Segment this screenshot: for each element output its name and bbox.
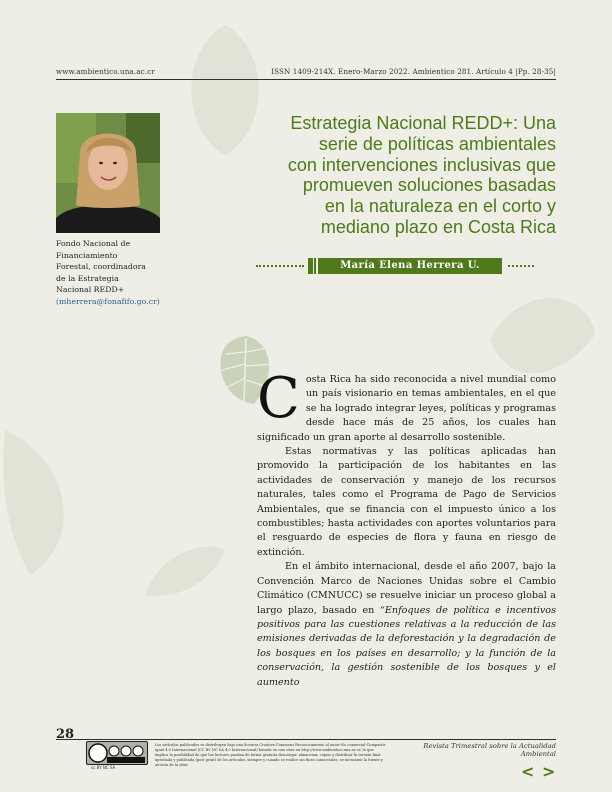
author-bar-dots-left — [256, 265, 304, 270]
article-body — [257, 366, 557, 690]
author-email-link[interactable]: (mherrera@fonafifo.go.cr) — [56, 296, 160, 306]
license-text: Los artículos publicados se distribuyen bajo una licencia Creative Commons Reconocimiento al autor-No comercial-Compartir igual 4.0 Internacional (CC BY NC SA 4.0 Internacional) basada en una obra en http://www.ambientico.una.ac.cr, lo que implica la posibilidad de que los lectores puedan de forma gratuita descargar, almacenar, copiar y distribuir la versión final aprobada y publicada (post print) de los artículos, siempre y cuando se realice sin fines comerciales, se mencione la fuente y autoría de la obra. — [155, 743, 386, 767]
paragraph-3-text: En el ámbito internacional, desde el año 2007, bajo la Convención Marco de Naciones Unidas sobre el Cambio Climático (CMNUCC) se resuelve iniciar un proceso global a largo plazo, basado en — [257, 561, 556, 616]
paragraph-2: Estas normativas y las políticas aplicadas han promovido la participación de los habitantes en las actividades de conservación y manejo de los recursos naturales, tales como el Programa de Pago de Servicios Ambientales, que se financia con el impuesto único a los combustibles; hasta actividades con aportes voluntarios para el resguardo de especies de flora y fauna en riesgo de extinción. — [257, 446, 556, 558]
title-line: serie de políticas ambientales — [318, 133, 556, 154]
journal-name: Revista Trimestral sobre la Actualidad Ambiental — [423, 742, 556, 758]
leaf-decoration-bottom-icon — [140, 540, 230, 600]
cc-license-badge[interactable] — [86, 741, 148, 765]
title-line: mediano plazo en Costa Rica — [320, 216, 556, 237]
header-rule — [56, 79, 556, 80]
nav-prev-button[interactable]: < — [521, 762, 535, 781]
header-issue-info: ISSN 1409-214X. Enero-Marzo 2022. Ambientico 281. Artículo 4 |Pp. 28-35| — [271, 67, 556, 76]
header-website[interactable]: www.ambientico.una.ac.cr — [56, 67, 155, 76]
paragraph-3-quote: “Enfoques de política e incentivos positivos para las cuestiones relativas a la reducción de las emisiones derivadas de la deforestación y la degradación de los bosques en los países en desarrollo; y la función de la conservación, la gestión sostenible de los bosques y el aumento — [257, 604, 557, 688]
title-line: Estrategia Nacional REDD+: Una — [290, 113, 556, 133]
dropcap: C — [257, 366, 300, 431]
bio-line: Forestal, coordinadora — [56, 262, 146, 271]
footer-rule — [56, 739, 556, 740]
paragraph-1-text: osta Rica ha sido reconocida a nivel mundial como un país visionario en temas ambientales, en el que se ha logrado integrar leyes, políticas y programas desde hace más de 25 años, los cuales han significado un gran aporte al desarrollo sostenible. — [257, 374, 556, 443]
author-bio — [56, 238, 196, 307]
cc-badge-label: cc BY NC SA — [91, 765, 116, 770]
bio-line: Nacional REDD+ — [56, 285, 125, 294]
author-bar-dots-right — [508, 265, 534, 270]
title-line: con intervenciones inclusivas que — [287, 154, 556, 175]
bio-line: Financiamiento — [56, 250, 118, 260]
paragraph-1 — [257, 366, 556, 445]
author-photo — [56, 113, 160, 233]
nav-next-button[interactable]: > — [542, 762, 556, 781]
title-line: promueven soluciones basadas — [302, 175, 556, 196]
bio-line: de la Estrategia — [56, 273, 119, 283]
author-bar — [256, 258, 534, 274]
page-number: 28 — [56, 727, 75, 742]
author-name: María Elena Herrera U. — [318, 258, 502, 274]
paragraph-3 — [257, 560, 556, 690]
bio-line: Fondo Nacional de — [56, 239, 131, 248]
title-line: en la naturaleza en el corto y — [324, 196, 556, 217]
article-title — [250, 113, 556, 238]
leaf-decoration-left-icon — [0, 420, 90, 580]
